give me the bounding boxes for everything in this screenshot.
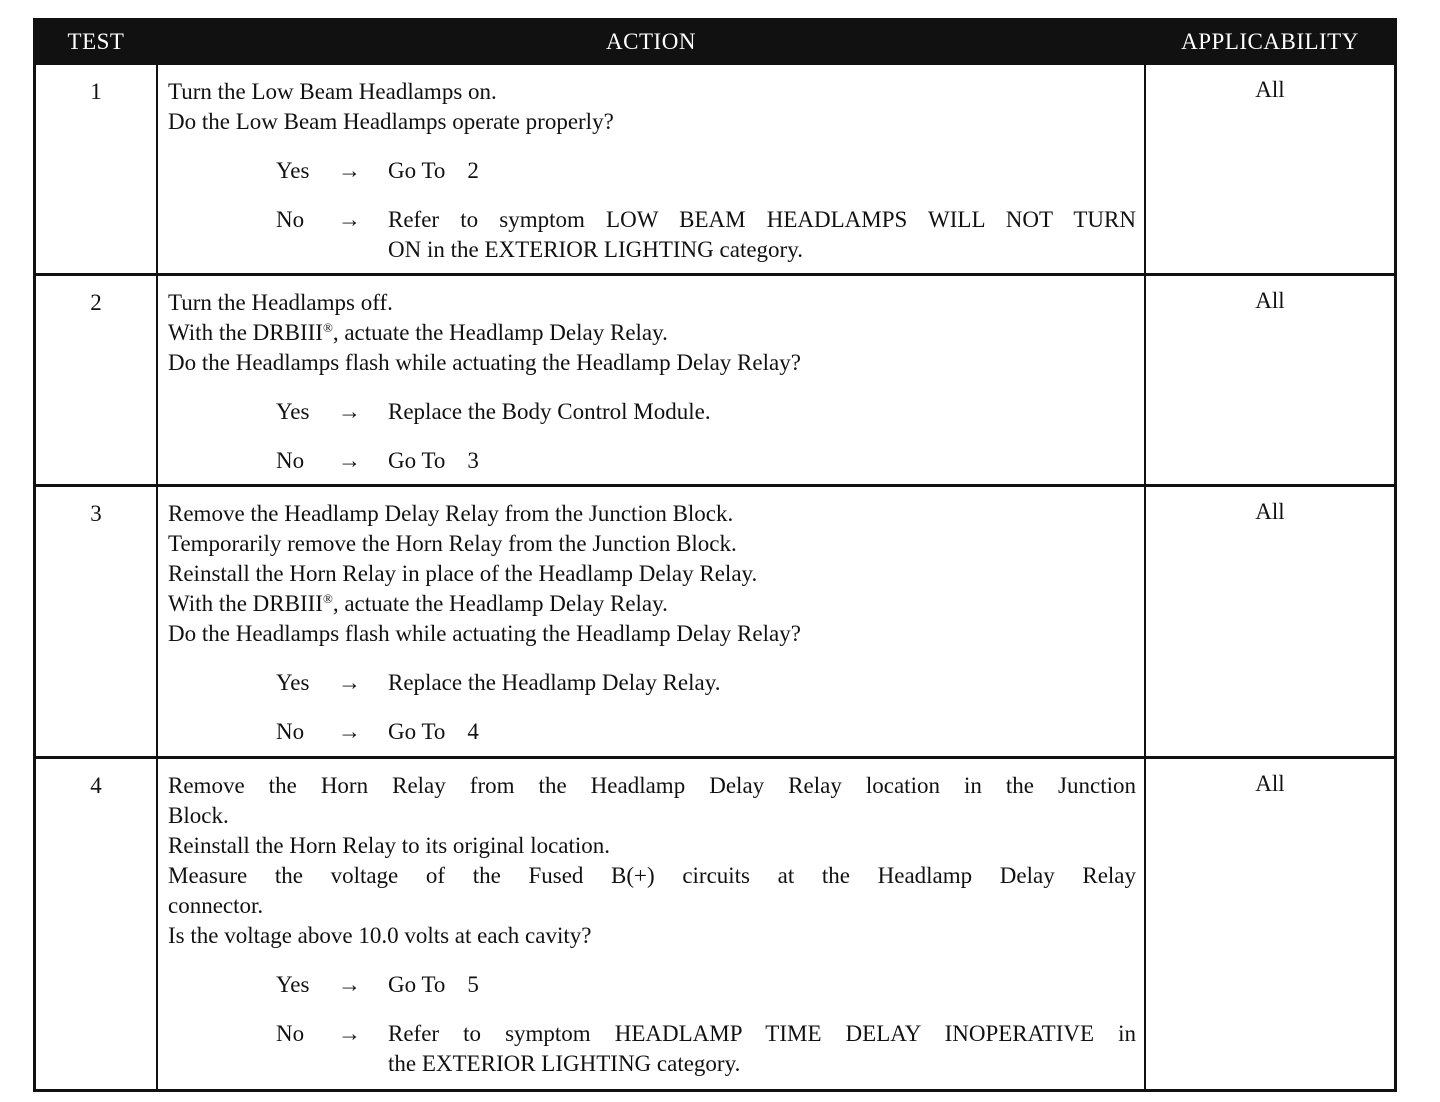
action-step-part: , actuate the Headlamp Delay Relay.	[332, 320, 668, 345]
test-number: 2	[36, 275, 157, 486]
action-step: Reinstall the Horn Relay in place of the Headlamp Delay Relay.	[168, 561, 758, 586]
test-applicability: All	[1145, 275, 1394, 486]
test-table	[36, 21, 1394, 1089]
table-row	[36, 64, 1394, 275]
arrow-icon: →	[338, 972, 361, 997]
action-step: Remove the Horn Relay from the Headlamp Delay Relay location in the Junction	[168, 773, 1136, 798]
no-result	[388, 205, 1136, 265]
test-action	[157, 275, 1145, 486]
test-action	[157, 64, 1145, 275]
table-row	[36, 275, 1394, 486]
arrow-icon: →	[338, 207, 361, 232]
action-step: Block.	[168, 803, 229, 828]
yes-outcome	[168, 668, 1136, 698]
goto-text: Go To	[388, 719, 446, 744]
action-step-part: With the DRBIII	[168, 591, 323, 616]
goto-text: Go To	[388, 972, 446, 997]
goto-text: Go To	[388, 448, 446, 473]
table-header-row	[36, 21, 1394, 64]
header-test: TEST	[36, 21, 157, 64]
action-step-part: , actuate the Headlamp Delay Relay.	[332, 591, 668, 616]
test-number: 1	[36, 64, 157, 275]
yes-outcome	[168, 156, 1136, 186]
goto-link[interactable]: 2	[467, 158, 479, 183]
no-label: No	[276, 448, 305, 473]
action-step	[168, 318, 1136, 348]
goto-link[interactable]: 4	[467, 719, 479, 744]
no-outcome	[168, 446, 1136, 476]
action-step: Is the voltage above 10.0 volts at each cavity?	[168, 923, 592, 948]
table-row	[36, 758, 1394, 1089]
action-step: Do the Low Beam Headlamps operate properly?	[168, 109, 614, 134]
action-step: Remove the Headlamp Delay Relay from the Junction Block.	[168, 501, 734, 526]
no-label: No	[276, 207, 305, 232]
no-result	[388, 446, 1136, 476]
yes-label: Yes	[276, 670, 310, 695]
arrow-icon: →	[338, 670, 361, 695]
goto-link[interactable]: 5	[467, 972, 479, 997]
no-result-line: the EXTERIOR LIGHTING category.	[388, 1051, 741, 1076]
diagnostic-test-table	[33, 18, 1397, 1092]
yes-outcome	[168, 397, 1136, 427]
no-result	[388, 717, 1136, 747]
action-step: Do the Headlamps flash while actuating the Headlamp Delay Relay?	[168, 621, 801, 646]
action-step-part: With the DRBIII	[168, 320, 323, 345]
no-label: No	[276, 1021, 305, 1046]
arrow-icon: →	[338, 448, 361, 473]
action-step: Temporarily remove the Horn Relay from the Junction Block.	[168, 531, 737, 556]
arrow-icon: →	[338, 158, 361, 183]
no-result-line: Refer to symptom LOW BEAM HEADLAMPS WILL NOT TURN	[388, 207, 1136, 232]
no-result-line: Refer to symptom HEADLAMP TIME DELAY INOPERATIVE in	[388, 1021, 1136, 1046]
goto-link[interactable]: 3	[467, 448, 479, 473]
action-step: Reinstall the Horn Relay to its original location.	[168, 833, 611, 858]
test-number: 3	[36, 486, 157, 758]
header-applicability: APPLICABILITY	[1145, 21, 1394, 64]
test-action	[157, 758, 1145, 1089]
table-row	[36, 486, 1394, 758]
yes-label: Yes	[276, 399, 310, 424]
arrow-icon: →	[338, 719, 361, 744]
no-outcome	[168, 205, 1136, 265]
action-step: Turn the Low Beam Headlamps on.	[168, 79, 497, 104]
arrow-icon: →	[338, 399, 361, 424]
yes-result: Replace the Headlamp Delay Relay.	[388, 670, 721, 695]
no-result	[388, 1019, 1136, 1079]
no-outcome	[168, 1019, 1136, 1079]
registered-mark: ®	[322, 320, 333, 335]
yes-outcome	[168, 970, 1136, 1000]
header-action: ACTION	[157, 21, 1145, 64]
yes-label: Yes	[276, 158, 310, 183]
no-outcome	[168, 717, 1136, 747]
test-action	[157, 486, 1145, 758]
test-applicability: All	[1145, 486, 1394, 758]
registered-mark: ®	[322, 591, 333, 606]
yes-result: Replace the Body Control Module.	[388, 399, 711, 424]
yes-result	[388, 970, 1136, 1000]
test-number: 4	[36, 758, 157, 1089]
action-step	[168, 589, 1136, 619]
no-label: No	[276, 719, 305, 744]
yes-label: Yes	[276, 972, 310, 997]
arrow-icon: →	[338, 1021, 361, 1046]
action-step: Turn the Headlamps off.	[168, 290, 393, 315]
no-result-line: ON in the EXTERIOR LIGHTING category.	[388, 237, 803, 262]
action-step: Do the Headlamps flash while actuating the Headlamp Delay Relay?	[168, 350, 801, 375]
action-step: connector.	[168, 893, 264, 918]
yes-result	[388, 156, 1136, 186]
test-applicability: All	[1145, 758, 1394, 1089]
test-applicability: All	[1145, 64, 1394, 275]
action-step: Measure the voltage of the Fused B(+) circuits at the Headlamp Delay Relay	[168, 863, 1136, 888]
goto-text: Go To	[388, 158, 446, 183]
